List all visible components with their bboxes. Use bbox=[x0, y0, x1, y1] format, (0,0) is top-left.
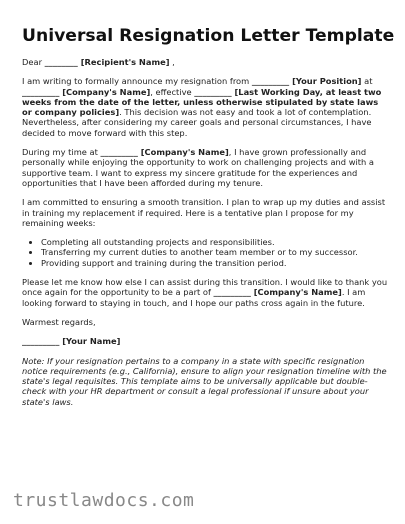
paragraph-closing-thanks bbox=[22, 277, 388, 308]
company-name-field: _________ [Company's Name] bbox=[100, 147, 229, 158]
paragraph-transition: I am committed to ensuring a smooth transition. I plan to wrap up my duties and assist in training my replacement if required. Here is a tentative plan I propose for my remaining weeks: bbox=[22, 197, 386, 228]
last-working-day-field: _________ [Last Working Day, at least two weeks from the date of the letter, unless otherwise stipulated by state laws or company policies] bbox=[22, 86, 382, 118]
paragraph-text: . I am looking forward to staying in touch, and I hope our paths cross again in the future. bbox=[22, 287, 366, 308]
paragraph-text: Please let me know how else I can assist during this transition. I would like to thank you once again for the opportunity to be a part of bbox=[22, 277, 388, 298]
legal-note: Note: If your resignation pertains to a company in a state with specific resignation notice requirements (e.g., California), ensure to align your resignation timeline with the state's legal requisites. This template aims to be universally applicable but double-check with your HR department or consult a legal professional if unsure about your state's laws. bbox=[22, 355, 387, 407]
paragraph-text: During my time at bbox=[22, 147, 101, 158]
paragraph-text: at bbox=[361, 76, 373, 87]
list-item: • Transferring my current duties to another team member or to my successor. bbox=[41, 247, 388, 257]
document-title: Universal Resignation Letter Template bbox=[22, 26, 395, 46]
paragraph-text: I am writing to formally announce my resignation from bbox=[22, 76, 252, 87]
list-item: • Completing all outstanding projects and responsibilities. bbox=[41, 237, 388, 247]
your-name-field: _________ [Your Name] bbox=[22, 336, 121, 347]
watermark-url: trustlawdocs.com bbox=[13, 490, 195, 511]
paragraph-gratitude bbox=[22, 147, 388, 188]
salutation-suffix: , bbox=[169, 57, 175, 67]
letter-body bbox=[22, 26, 395, 416]
company-name-field: _________ [Company's Name] bbox=[22, 86, 151, 97]
salutation bbox=[22, 57, 388, 67]
company-name-field: _________ [Company's Name] bbox=[213, 287, 342, 298]
paragraph-text: . This decision was not easy and took a lot of contemplation. Nevertheless, after considering my career goals and personal circumstances, I have decided to move forward with this step. bbox=[22, 107, 372, 138]
salutation-prefix: Dear bbox=[22, 57, 45, 67]
paragraph-text: , effective bbox=[150, 86, 195, 97]
paragraph-text: , I have grown professionally and personally while enjoying the opportunity to work on challenging projects and with a supportive team. I want to express my sincere gratitude for the experiences and opportunities that I have been afforded during my tenure. bbox=[22, 147, 375, 188]
closing-line: Warmest regards, bbox=[22, 316, 96, 327]
signature-line bbox=[22, 336, 388, 346]
transition-plan-list bbox=[22, 237, 388, 268]
position-field: _________ [Your Position] bbox=[251, 76, 362, 87]
paragraph-announcement bbox=[22, 76, 388, 138]
recipient-name-field: ________ [Recipient's Name] bbox=[44, 57, 170, 67]
list-item: • Providing support and training during the transition period. bbox=[41, 258, 388, 268]
